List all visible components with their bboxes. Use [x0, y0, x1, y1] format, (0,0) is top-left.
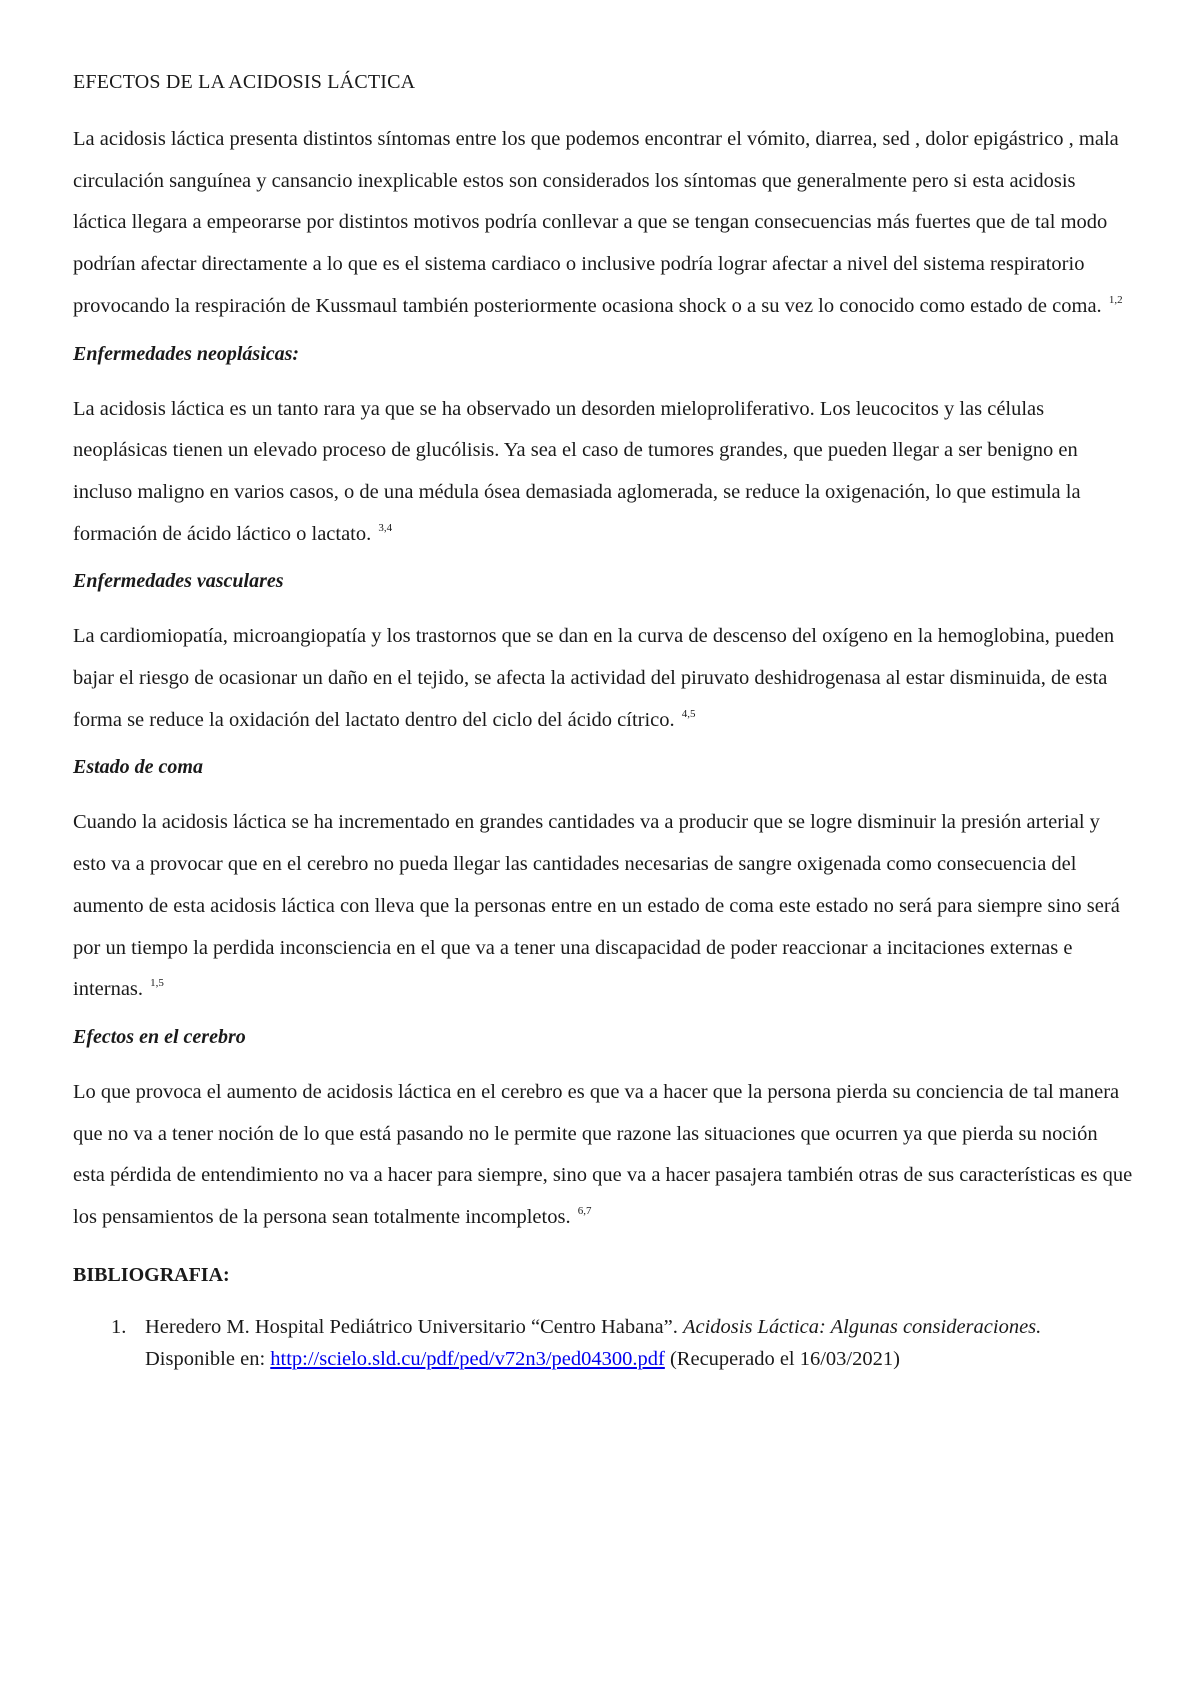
bibliography-url-link[interactable]: http://scielo.sld.cu/pdf/ped/v72n3/ped04300.pdf: [270, 1347, 665, 1370]
intro-text: La acidosis láctica presenta distintos síntomas entre los que podemos encontrar el vómito, diarrea, sed , dolor epigástrico , mala circulación sanguínea y cansancio inexplicable estos son considerados los síntomas que generalmente pero si esta acidosis láctica llegara a empeorarse por distintos motivos podría conllevar a que se tengan consecuencias más fuertes que de tal modo podrían afectar directamente a lo que es el sistema cardiaco o inclusive podría lograr afectar a nivel del sistema respiratorio provocando la respiración de Kussmaul también posteriormente ocasiona shock o a su vez lo conocido como estado de coma.: [73, 128, 1119, 317]
bibliography-available-label: Disponible en:: [145, 1347, 271, 1370]
section-text-neoplasicas: [73, 389, 1133, 556]
section-text-vasculares: [73, 616, 1133, 741]
bibliography-list: [73, 1311, 1133, 1375]
section-citation: 1,5: [150, 977, 164, 990]
section-body: Cuando la acidosis láctica se ha incrementado en grandes cantidades va a producir que se logre disminuir la presión arterial y esto va a provocar que en el cerebro no pueda llegar las cantidades necesarias de sangre oxigenada como consecuencia del aumento de esta acidosis láctica con lleva que la personas entre en un estado de coma este estado no será para siempre sino será por un tiempo la perdida inconsciencia en el que va a tener una discapacidad de poder reaccionar a incitaciones externas e internas.: [73, 811, 1120, 1001]
intro-citation: 1,2: [1108, 293, 1123, 306]
bibliography-item-number: 1.: [111, 1315, 127, 1338]
bibliography-author: Heredero M. Hospital Pediátrico Universitario “Centro Habana”.: [145, 1315, 683, 1338]
section-heading-estado-de-coma: Estado de coma: [73, 756, 203, 779]
bibliography-retrieved: (Recuperado el 16/03/2021): [664, 1347, 900, 1370]
section-text-estado-de-coma: [73, 802, 1133, 1011]
section-heading-neoplasicas: Enfermedades neoplásicas:: [73, 342, 300, 365]
section-body: La acidosis láctica es un tanto rara ya que se ha observado un desorden mieloproliferativo. Los leucocitos y las células neoplásicas tienen un elevado proceso de glucólisis. Ya sea el caso de tumores grandes, que pueden llegar a ser benigno en incluso maligno en varios casos, o de una médula ósea demasiada aglomerada, se reduce la oxigenación, lo que estimula la formación de ácido láctico o lactato.: [73, 397, 1081, 545]
bibliography-item: [73, 1311, 1133, 1375]
document-title: EFECTOS DE LA ACIDOSIS LÁCTICA: [73, 71, 416, 93]
section-heading-cerebro: Efectos en el cerebro: [73, 1025, 246, 1048]
section-citation: 4,5: [681, 707, 696, 720]
intro-paragraph: [73, 119, 1133, 328]
section-body: Lo que provoca el aumento de acidosis láctica en el cerebro es que va a hacer que la persona pierda su conciencia de tal manera que no va a tener noción de lo que está pasando no le permite que razone las situaciones que ocurren ya que pierda su noción esta pérdida de entendimiento no va a hacer para siempre, sino que va a hacer pasajera también otras de sus características es que los pensamientos de la persona sean totalmente incompletos.: [73, 1080, 1133, 1229]
document-page: [73, 70, 1133, 1375]
section-citation: 3,4: [378, 521, 393, 534]
section-body: La cardiomiopatía, microangiopatía y los trastornos que se dan en la curva de descenso del oxígeno en la hemoglobina, pueden bajar el riesgo de ocasionar un daño en el tejido, se afecta la actividad del piruvato deshidrogenasa al estar disminuida, de esta forma se reduce la oxidación del lactato dentro del ciclo del ácido cítrico.: [73, 625, 1115, 731]
bibliography-work-title: Acidosis Láctica: Algunas consideraciones.: [682, 1315, 1042, 1338]
section-citation: 6,7: [577, 1205, 592, 1218]
bibliography-title: BIBLIOGRAFIA:: [73, 1263, 230, 1286]
section-text-cerebro: [73, 1072, 1133, 1239]
section-heading-vasculares: Enfermedades vasculares: [73, 570, 284, 593]
